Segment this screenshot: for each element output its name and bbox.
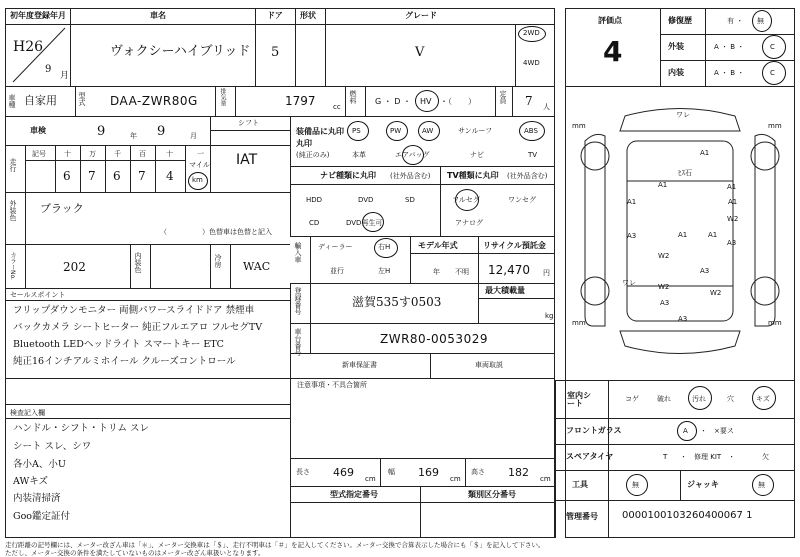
length-label: 長さ: [296, 468, 310, 476]
mark-1: A1: [700, 149, 710, 157]
length-value: 469: [333, 466, 354, 479]
equip-airbag: エアバッグ: [395, 151, 430, 159]
warranty-manual: 車両取説: [475, 361, 503, 369]
ac-label: 冷房: [214, 254, 222, 268]
mark-7: A1: [708, 231, 718, 239]
tv-oneseg: ワンセグ: [508, 196, 536, 204]
sheet-opt-4: キズ: [756, 395, 770, 403]
mark-4: ﾋｽ石: [678, 169, 692, 177]
height-label: 高さ: [471, 468, 485, 476]
inspector-line-1: シート スレ、シワ: [13, 441, 92, 452]
digit-3: 7: [138, 169, 146, 183]
unit-3: 百: [139, 150, 146, 158]
unit-4: 十: [166, 150, 173, 158]
inspector-line-4: 内装清掃済: [13, 493, 61, 504]
mark-18: A3: [660, 299, 670, 307]
inspection-month: 9: [157, 124, 166, 139]
mark-3: A1: [727, 183, 737, 191]
inspector-line-2: 各小A、小U: [13, 459, 66, 470]
int-label: 内装: [668, 68, 684, 77]
tv-fullseg: フルセグ: [452, 196, 480, 204]
mark-9: W2: [727, 215, 739, 223]
navi-dvd: DVD: [358, 196, 374, 204]
ext-grades: A ・ B ・: [714, 43, 745, 51]
navi-cd: CD: [309, 219, 320, 227]
load-unit: kg: [545, 312, 554, 320]
reg-month: 9: [45, 64, 52, 75]
mark-8: A1: [658, 181, 668, 189]
tools-label: 工具: [572, 480, 588, 489]
mark-11: A3: [678, 315, 688, 323]
load-label: 最大積載量: [485, 286, 525, 295]
registration-label: 登録番号: [294, 287, 302, 315]
fuel-paren: ・（ ）: [440, 97, 476, 106]
sales-line-1: バックカメラ シートヒーター 純正フルエアロ フルセグTV: [13, 322, 263, 333]
inspector-line-0: ハンドル・シフト・トリム スレ: [13, 423, 150, 434]
usage: 自家用: [24, 94, 57, 107]
tire-mm-2: mm: [572, 319, 586, 327]
exterior-value: ブラック: [40, 202, 84, 215]
jack-label: ジャッキ: [687, 480, 719, 489]
evaluation-score: 4: [603, 35, 623, 68]
equip-ps: PS: [352, 127, 361, 135]
sheet-opt-1: 破れ: [657, 395, 671, 403]
model-year-unknown: 不明: [455, 268, 469, 276]
mile-label: マイル: [189, 161, 210, 169]
digit-2: 6: [113, 169, 121, 183]
evaluation-label: 評価点: [598, 16, 622, 25]
mark-15: W2: [658, 283, 670, 291]
height-unit: cm: [540, 475, 551, 483]
equipment-label: 装備品に丸印: [296, 127, 344, 136]
mark-17: W2: [710, 289, 722, 297]
width-value: 169: [418, 466, 439, 479]
equip-aw: AW: [422, 127, 434, 135]
equipment-sub: (純正のみ): [296, 151, 330, 159]
type-spec-label: 型式指定番号: [330, 490, 378, 499]
inspection-year: 9: [97, 124, 106, 139]
int-c: C: [770, 69, 775, 77]
navi-sd: SD: [405, 196, 415, 204]
import-right: 右H: [378, 243, 391, 251]
digit-0: 6: [63, 169, 71, 183]
mileage-label: 走行: [9, 158, 17, 172]
displacement: 1797: [285, 94, 316, 108]
equip-tv: TV: [528, 151, 538, 159]
class-no-label: 類別区分番号: [468, 490, 516, 499]
digit-1: 7: [88, 169, 96, 183]
recycle-value: 12,470: [488, 263, 530, 277]
length-unit: cm: [365, 475, 376, 483]
sales-line-3: 純正16インチアルミホイール クルーズコントロール: [13, 356, 236, 367]
model-label: 型式: [78, 92, 86, 106]
navi-hdd: HDD: [306, 196, 323, 204]
spare-label: スペアタイヤ: [566, 452, 614, 461]
inspector-line-5: Goo鑑定証付: [13, 511, 71, 522]
grade-label: グレード: [405, 11, 437, 20]
tv-title: TV種類に丸印: [447, 171, 499, 180]
import-dealer: ディーラー: [318, 243, 353, 251]
footer-line-0: 走行距離の記号欄には、メーター改ざん車は「＊」、メーター交換車は「＄」、走行不明車は「＃」を記入してください。メーター交換で合算表示した場合にも「＄」を記入して下さい。: [5, 541, 545, 549]
tv-sub: (社外品含む): [507, 172, 548, 180]
tire-mm-0: mm: [572, 122, 586, 130]
drive-4wd: 4WD: [523, 59, 540, 67]
model: DAA-ZWR80G: [110, 94, 198, 108]
equip-sunroof: サンルーフ: [458, 127, 493, 135]
model-year-label: モデル年式: [418, 241, 458, 250]
notes-label: 注意事項・不具合箇所: [297, 381, 367, 389]
interior-sheet-label: 室内シート: [567, 391, 591, 408]
windshield-rest: ・ ×要ス: [700, 427, 734, 435]
doors: 5: [271, 45, 280, 60]
windshield-a: A: [683, 427, 688, 435]
mark-10: A3: [627, 232, 637, 240]
tv-analog: アナログ: [455, 219, 483, 227]
mark-6: A1: [678, 231, 688, 239]
warranty-new: 新車保証書: [342, 361, 377, 369]
unit-5: 一: [197, 150, 204, 158]
ext-label: 外装: [668, 42, 684, 51]
mark-14: ワレ: [622, 279, 636, 287]
color-no-label: カラーNo.: [9, 252, 16, 280]
inspection-label: 車検: [30, 126, 46, 135]
equip-leather: 本革: [352, 151, 366, 159]
import-label: 輸入車: [294, 242, 302, 263]
mark-0: ワレ: [676, 111, 690, 119]
spare-none: 欠: [762, 453, 769, 461]
repair-none: 無: [757, 17, 764, 25]
interior-color-label: 内装色: [134, 252, 142, 273]
inspector-label: 検査記入欄: [10, 409, 45, 417]
cc-unit: cc: [333, 103, 341, 111]
spare-kit: ・ 修理 KIT ・: [680, 453, 736, 461]
shift-label: シフト: [238, 119, 259, 127]
fuel-label: 燃料: [349, 90, 357, 104]
reg-month-unit: 月: [60, 71, 70, 81]
tools-none: 無: [632, 481, 639, 489]
inspector-line-3: AWキズ: [13, 476, 49, 487]
sheet-opt-2: 汚れ: [692, 395, 706, 403]
navi-sub: (社外品含む): [390, 172, 431, 180]
ext-c: C: [770, 43, 775, 51]
digit-4: 4: [166, 169, 174, 183]
displacement-label: 排気量: [219, 88, 226, 106]
import-parallel: 並行: [330, 267, 344, 275]
type-label: 車種: [8, 94, 16, 108]
recycle-label: リサイクル預託金: [483, 241, 546, 250]
mgmt-value: 0000100103260400067 1: [622, 510, 753, 521]
km-label: km: [192, 176, 203, 184]
tire-mm-1: mm: [768, 122, 782, 130]
sales-label: セールスポイント: [10, 291, 66, 299]
inspection-month-unit: 月: [190, 132, 197, 140]
grade: V: [415, 45, 425, 60]
inspection-year-unit: 年: [130, 132, 137, 140]
equipment-label-2: 丸印: [296, 139, 312, 148]
reg-era: H26: [13, 39, 44, 55]
car-name-label: 車名: [150, 11, 166, 20]
chassis-label: 車台番号: [294, 328, 302, 356]
drive-2wd: 2WD: [523, 29, 540, 37]
import-left: 左H: [378, 267, 391, 275]
equip-pw: PW: [390, 127, 402, 135]
sales-line-0: フリップダウンモニター 両側パワースライドドア 禁煙車: [13, 305, 255, 316]
model-year-unit: 年: [433, 268, 440, 276]
door-label: ドア: [267, 11, 283, 20]
sheet-opt-0: コゲ: [625, 395, 639, 403]
mark-13: W2: [658, 252, 670, 260]
recycle-unit: 円: [543, 269, 550, 277]
shift-value: IAT: [236, 152, 258, 168]
mark-12: A3: [727, 239, 737, 247]
exterior-label: 外装色: [9, 200, 17, 221]
repair-label: 修復歴: [668, 16, 692, 25]
mileage-code-label: 記号: [32, 150, 46, 158]
mark-5: A1: [728, 198, 738, 206]
mark-16: A3: [700, 267, 710, 275]
capacity-label: 定員: [499, 90, 507, 104]
mark-2: A1: [627, 198, 637, 206]
unit-0: 十: [64, 150, 71, 158]
spare-t: T: [663, 453, 668, 461]
person-unit: 人: [543, 103, 550, 111]
registration-value: 滋賀535す0503: [352, 295, 442, 309]
tire-mm-3: mm: [768, 319, 782, 327]
chassis-value: ZWR80-0053029: [380, 332, 488, 346]
height-value: 182: [508, 466, 529, 479]
navi-dvd-play: DVD再生可: [346, 219, 383, 227]
ac-value: WAC: [243, 260, 271, 273]
unit-2: 千: [114, 150, 121, 158]
equip-abs: ABS: [524, 127, 538, 135]
repair-opts: 有 ・: [727, 17, 744, 25]
fuel-options: G ・ D ・: [375, 97, 411, 106]
first-reg-label: 初年度登録年月: [10, 11, 66, 20]
footer-line-1: ただし、メーター交換の条件を満たしていないものはメーター改ざん車扱いとなります。: [5, 549, 265, 557]
navi-title: ナビ種類に丸印: [320, 171, 376, 180]
windshield-label: フロントガラス: [566, 426, 622, 435]
width-unit: cm: [450, 475, 461, 483]
capacity: 7: [525, 94, 533, 108]
exterior-note: （ ）色替車は色替と記入: [160, 228, 272, 236]
sales-line-2: Bluetooth LEDヘッドライト スマートキー ETC: [13, 339, 224, 350]
shape-label: 形状: [300, 11, 316, 20]
car-name: ヴォクシーハイブリッド: [110, 44, 251, 59]
sheet-opt-3: 穴: [727, 395, 734, 403]
mgmt-label: 管理番号: [566, 512, 598, 521]
jack-none: 無: [758, 481, 765, 489]
fuel-hv: HV: [420, 97, 432, 106]
equip-navi: ナビ: [470, 151, 484, 159]
width-label: 幅: [388, 468, 395, 476]
int-grades: A ・ B ・: [714, 69, 745, 77]
color-no: 202: [63, 260, 86, 274]
unit-1: 万: [89, 150, 96, 158]
